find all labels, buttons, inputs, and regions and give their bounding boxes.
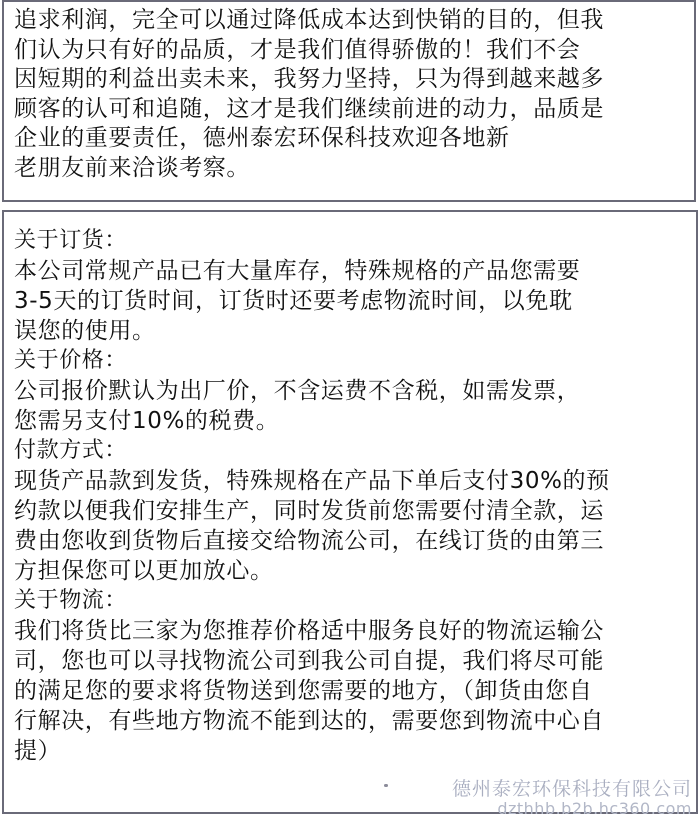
ordering-line: 误您的使用。: [14, 318, 156, 344]
payment-line: 方担保您可以更加放心。: [14, 558, 274, 584]
pricing-line: 公司报价默认为出厂价，不含运费不含税，如需发票，: [14, 378, 581, 404]
watermark-url: dzthhb.b2b.hc360.com: [497, 799, 692, 818]
logistics-line: 提）: [14, 738, 62, 764]
payment-heading: 付款方式：: [14, 438, 128, 463]
logistics-line: 我们将货比三家为您推荐价格适中服务良好的物流运输公: [14, 618, 604, 644]
logistics-line: 司，您也可以寻找物流公司到我公司自提，我们将尽可能: [14, 648, 604, 674]
ordering-heading: 关于订货：: [14, 228, 128, 253]
intro-line: 因短期的利益出卖未来，我努力坚持，只为得到越来越多: [14, 66, 604, 92]
logistics-line: 行解决，有些地方物流不能到达的，需要您到物流中心自: [14, 708, 604, 734]
intro-line: 企业的重要责任，德州泰宏环保科技欢迎各地新: [14, 125, 510, 151]
watermark-dot: [384, 784, 388, 787]
intro-panel: [2, 0, 696, 202]
watermark-company: 德州泰宏环保科技有限公司: [451, 778, 692, 800]
intro-line: 们认为只有好的品质，才是我们值得骄傲的！我们不会: [14, 36, 581, 63]
pricing-line: 您需另支付10%的税费。: [14, 408, 280, 434]
payment-line: 现货产品款到发货，特殊规格在产品下单后支付30%的预: [14, 468, 610, 494]
terms-panel: [2, 210, 698, 814]
logistics-heading: 关于物流：: [14, 588, 128, 613]
ordering-line: 3-5天的订货时间，订货时还要考虑物流时间，以免耽: [14, 288, 573, 314]
intro-line: 追求利润，完全可以通过降低成本达到快销的目的，但我: [14, 7, 604, 33]
payment-line: 约款以便我们安排生产，同时发货前您需要付清全款，运: [14, 498, 604, 524]
intro-line: 老朋友前来洽谈考察。: [14, 154, 250, 181]
intro-line: 顾客的认可和追随，这才是我们继续前进的动力，品质是: [14, 95, 604, 122]
pricing-heading: 关于价格：: [14, 348, 128, 373]
ordering-line: 本公司常规产品已有大量库存，特殊规格的产品您需要: [14, 258, 581, 284]
logistics-line: 的满足您的要求将货物送到您需要的地方，（卸货由您自: [14, 678, 593, 704]
payment-line: 费由您收到货物后直接交给物流公司，在线订货的由第三: [14, 528, 604, 554]
